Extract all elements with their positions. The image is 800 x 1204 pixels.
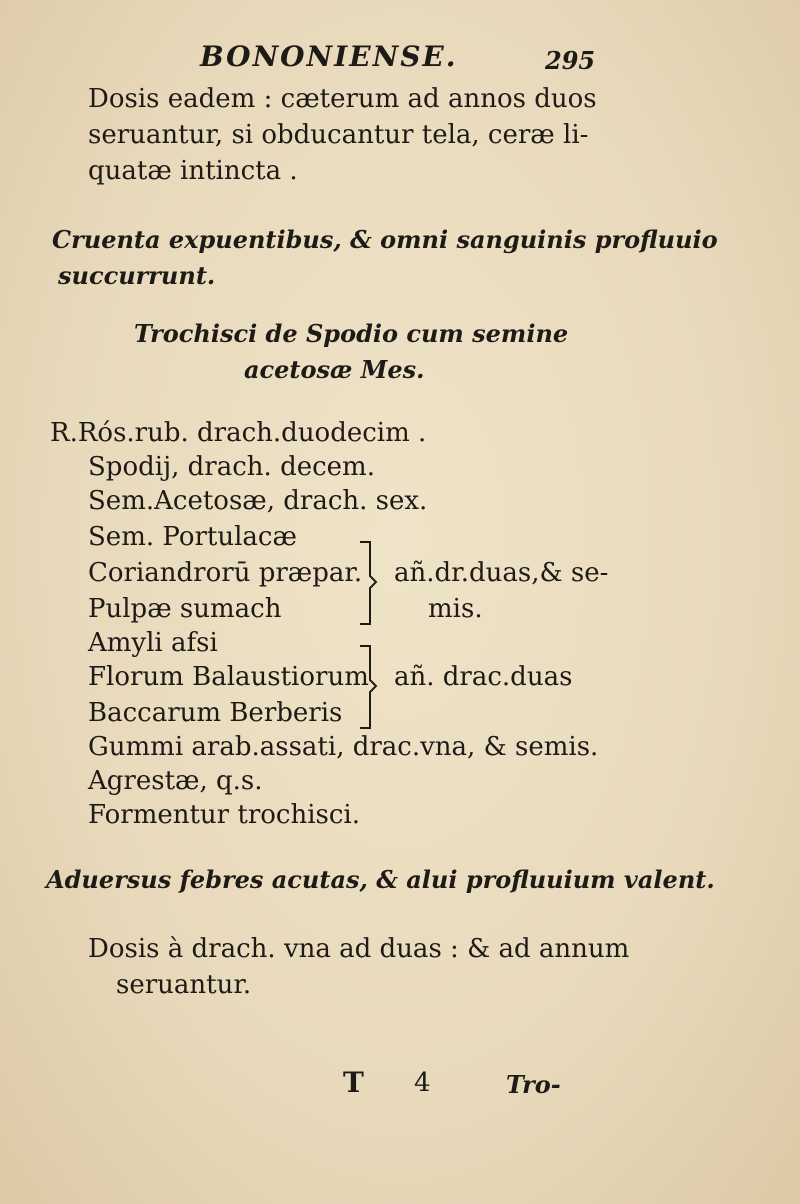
- recipe-line: R.Rós.rub. drach.duodecim .: [50, 418, 427, 448]
- recipe-line: Baccarum Berberis: [88, 698, 343, 728]
- recipe-line: Pulpæ sumach: [88, 594, 282, 624]
- text-line: Dosis à drach. vna ad duas : & ad annum: [88, 934, 630, 964]
- brace-glyph: [356, 536, 382, 632]
- recipe-line: Sem.Acetosæ, drach. sex.: [88, 486, 428, 516]
- section-heading: succurrunt.: [58, 261, 216, 290]
- section-heading: Aduersus febres acutas, & alui profluuium valent.: [46, 865, 715, 894]
- recipe-title: acetosæ Mes.: [244, 355, 425, 384]
- page-number: 295: [545, 46, 596, 75]
- running-head: BONONIENSE.: [200, 40, 458, 73]
- signature-number: 4: [414, 1068, 431, 1098]
- recipe-line: Gummi arab.assati, drac.vna, & semis.: [88, 732, 599, 762]
- recipe-line: Spodij, drach. decem.: [88, 452, 375, 482]
- text-line: Dosis eadem : cæterum ad annos duos: [88, 84, 597, 114]
- brace-note: añ.dr.duas,& se-: [394, 558, 609, 588]
- brace-note: añ. drac.duas: [394, 662, 573, 692]
- text-line: quatæ intincta .: [88, 156, 298, 186]
- text-line: seruantur, si obducantur tela, ceræ li-: [88, 120, 589, 150]
- recipe-line: Formentur trochisci.: [88, 800, 361, 830]
- recipe-title: Trochisci de Spodio cum semine: [134, 319, 569, 348]
- recipe-line: Florum Balaustiorum: [88, 662, 369, 692]
- brace-glyph: [356, 640, 382, 736]
- signature-mark: T: [343, 1066, 364, 1099]
- section-heading: Cruenta expuentibus, & omni sanguinis profluuio: [52, 225, 718, 254]
- brace-note: mis.: [428, 594, 483, 624]
- text-line: seruantur.: [116, 970, 252, 1000]
- catchword: Tro-: [506, 1070, 561, 1099]
- recipe-line: Coriandrorū præpar.: [88, 558, 363, 588]
- recipe-line: Agrestæ, q.s.: [88, 766, 263, 796]
- recipe-line: Sem. Portulacæ: [88, 522, 297, 552]
- recipe-line: Amyli afsi: [88, 628, 218, 658]
